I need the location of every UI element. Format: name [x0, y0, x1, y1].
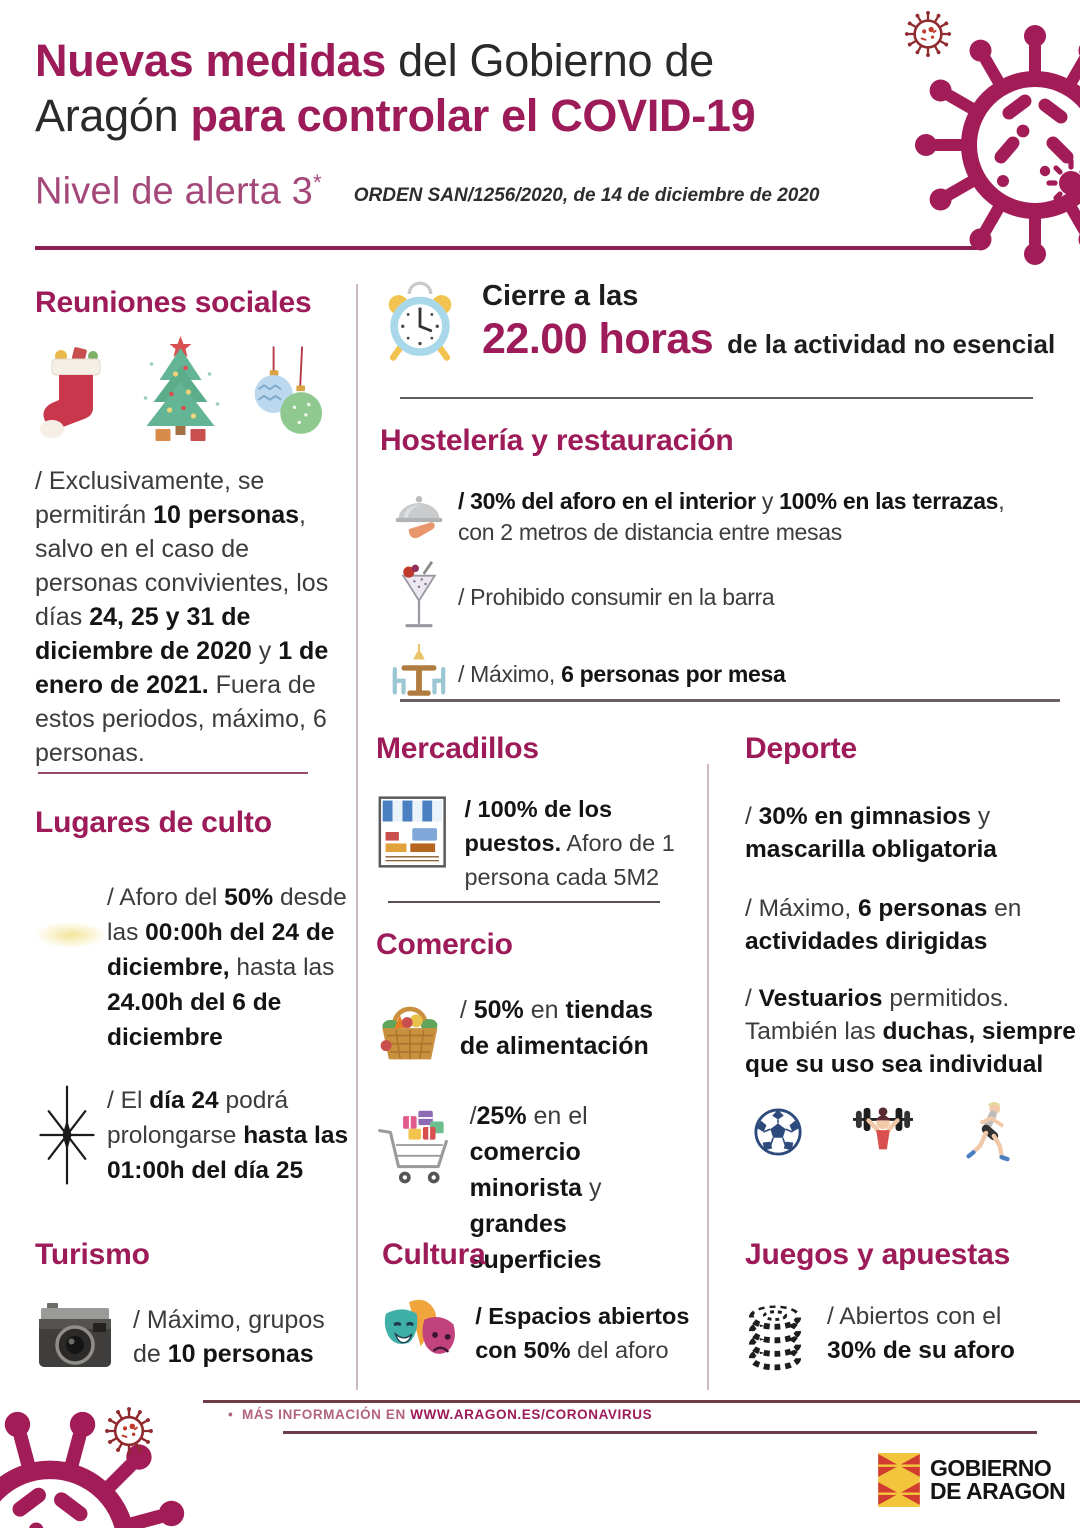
deporte-text-3: / Vestuarios permitidos. También las duchas, siempre que su uso sea individual	[745, 985, 1076, 1078]
section-juegos	[745, 1238, 1080, 1372]
lugares-item-1	[35, 880, 357, 1055]
food-basket-icon	[376, 992, 444, 1068]
cocktail-icon	[395, 560, 443, 634]
deporte-text-2: / Máximo, 6 personas en actividades dirigidas	[745, 895, 1022, 955]
section-title: Turismo	[35, 1238, 150, 1271]
camera-icon	[35, 1298, 115, 1376]
comercio-item-1	[376, 992, 686, 1068]
closure-line1: Cierre a las	[482, 280, 639, 312]
aragon-flag-icon	[877, 1453, 921, 1507]
logo-text: GOBIERNO DE ARAGON	[930, 1455, 1066, 1504]
stocking-icon	[35, 340, 115, 444]
lugares-text-1: / Aforo del 50% desde las 00:00h del 24 de diciembre, hasta las 24.00h del 6 de diciembre	[107, 884, 347, 1051]
turismo-item	[35, 1298, 365, 1376]
running-icon	[963, 1101, 1013, 1163]
page-title: Nuevas medidas del Gobierno de Aragón para controlar el COVID-19	[35, 35, 756, 141]
section-title: Deporte	[745, 732, 857, 765]
section-turismo	[35, 1238, 365, 1376]
gobierno-aragon-logo	[877, 1453, 1065, 1507]
divider-vertical-right	[707, 764, 709, 1390]
juegos-text: / Abiertos con el 30% de su aforo	[827, 1303, 1015, 1364]
section-title: Hostelería y restauración	[380, 424, 734, 457]
sport-icons-row	[745, 1101, 1080, 1163]
closure-time: 22.00 horas	[482, 315, 714, 363]
alert-level-row	[35, 170, 820, 214]
section-lugares-de-culto	[35, 806, 357, 1192]
closure-suffix: de la actividad no esencial	[727, 329, 1056, 359]
comercio-text-2: /25% en el comercio minorista y grandes superficies	[469, 1102, 602, 1274]
alert-asterisk: *	[313, 170, 322, 195]
lugares-item-2	[35, 1083, 357, 1192]
table-chairs-icon	[388, 644, 450, 704]
juegos-item	[745, 1296, 1080, 1372]
hosteleria-item-2	[380, 560, 1060, 634]
closure-line2	[482, 315, 1055, 364]
divider-hosteleria	[400, 699, 1060, 702]
footer-divider-bottom	[283, 1431, 1037, 1434]
hosteleria-text-3: / Máximo, 6 personas por mesa	[458, 660, 786, 687]
hosteleria-item-1	[380, 486, 1060, 548]
section-comercio	[376, 928, 686, 1278]
header-divider	[35, 246, 977, 250]
section-title: Cultura	[382, 1238, 486, 1271]
alert-level: Nivel de alerta 3*	[35, 170, 322, 213]
reuniones-text: / Exclusivamente, se permitirán 10 personas, salvo en el caso de personas convivientes, los días 24, 25 y 31 de diciembre de 2020 y 1 de enero de 2021. Fuera de estos periodos, máximo, 6 personas.	[35, 467, 329, 767]
baubles-icon	[247, 344, 323, 444]
footer-info-prefix: MÁS INFORMACIÓN EN	[242, 1407, 411, 1422]
divider-closure	[400, 397, 1033, 399]
section-mercadillos	[376, 732, 676, 894]
soccer-ball-icon	[753, 1107, 803, 1157]
shopping-cart-icon	[376, 1098, 454, 1192]
cloche-icon	[391, 486, 447, 548]
hosteleria-text-2: / Prohibido consumir en la barra	[458, 583, 775, 610]
christmas-icons-row	[35, 334, 349, 444]
comercio-text-1: / 50% en tiendas de alimentación	[459, 996, 654, 1060]
hosteleria-item-3	[380, 644, 1060, 704]
bullet: •	[228, 1407, 234, 1422]
candle-glow-icon	[35, 922, 107, 948]
cultura-text: / Espacios abiertos con 50% del aforo	[475, 1303, 690, 1363]
section-title: Juegos y apuestas	[745, 1238, 1011, 1271]
theater-masks-icon	[382, 1296, 459, 1370]
alarm-clock-icon	[382, 280, 458, 364]
christmas-tree-icon	[133, 334, 229, 444]
mercadillos-item	[376, 792, 676, 894]
order-reference: ORDEN SAN/1256/2020, de 14 de diciembre de 2020	[353, 184, 820, 206]
cultura-item	[382, 1296, 702, 1370]
section-reuniones-sociales	[35, 286, 349, 770]
divider-vertical-left	[356, 284, 358, 1390]
star-icon	[35, 1083, 99, 1187]
footer-divider-top	[203, 1400, 1080, 1403]
section-hosteleria	[380, 424, 1060, 704]
section-title: Lugares de culto	[35, 806, 272, 839]
section-title: Mercadillos	[376, 732, 539, 765]
section-deporte	[745, 732, 1080, 1163]
virus-small-icon	[900, 6, 956, 62]
poker-chips-icon	[745, 1296, 805, 1372]
deporte-text-1: / 30% en gimnasios y mascarilla obligatoria	[745, 803, 997, 863]
divider-reuniones	[38, 772, 308, 774]
section-title: Reuniones sociales	[35, 286, 312, 319]
turismo-text: / Máximo, grupos de 10 personas	[133, 1306, 325, 1368]
hosteleria-text-1: / 30% del aforo en el interior y 100% en las terrazas, con 2 metros de distancia entre mesas	[458, 488, 1005, 545]
lugares-text-2: / El día 24 podrá prolongarse hasta las 01:00h del día 25	[107, 1087, 349, 1184]
closure-banner	[382, 280, 1055, 364]
section-cultura	[382, 1238, 702, 1370]
mercadillos-text: / 100% de los puestos. Aforo de 1 persona cada 5M2	[464, 796, 675, 890]
section-title: Comercio	[376, 928, 513, 961]
divider-mercadillos	[388, 901, 660, 903]
weightlifting-icon	[851, 1103, 915, 1161]
virus-small-icon-bottom	[100, 1402, 158, 1460]
footer-info	[228, 1407, 652, 1422]
market-stall-icon	[376, 792, 448, 872]
footer-info-url[interactable]: WWW.ARAGON.ES/CORONAVIRUS	[410, 1407, 653, 1422]
